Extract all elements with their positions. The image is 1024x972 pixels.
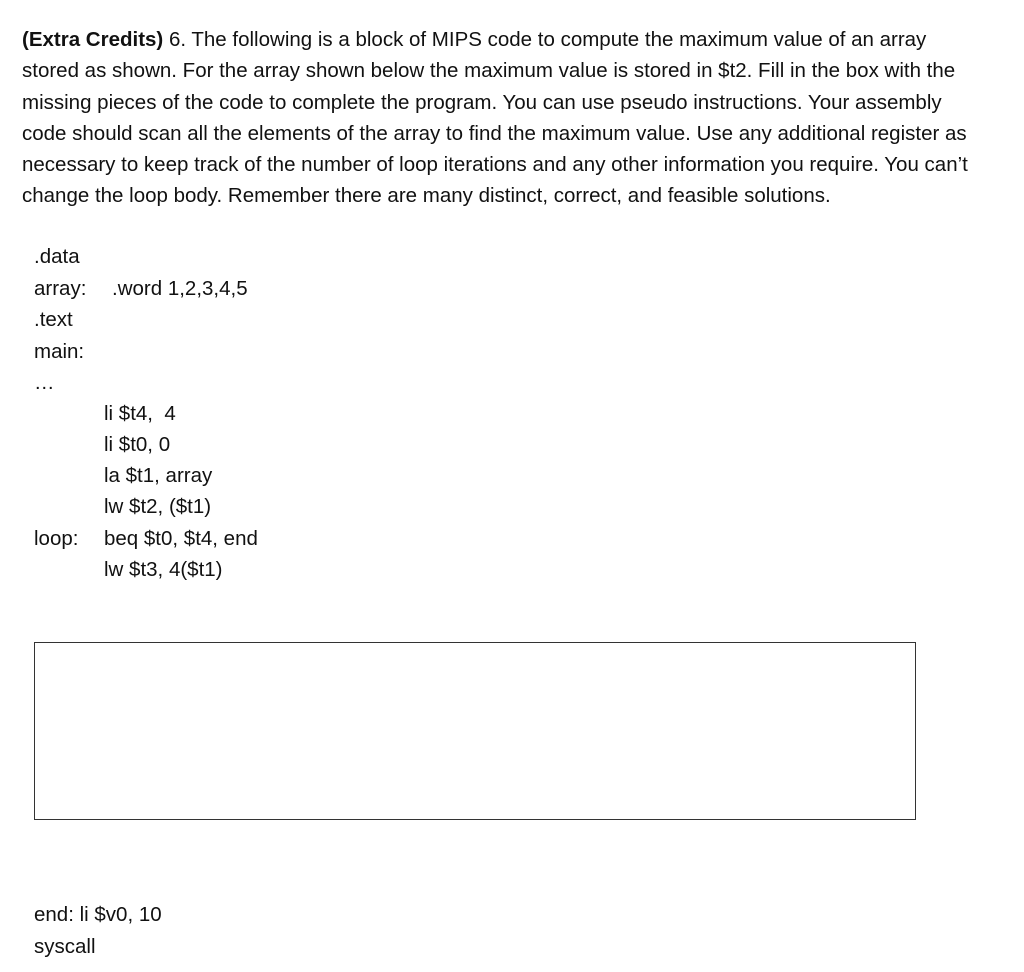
question-label: (Extra Credits)	[22, 28, 164, 51]
ellipsis: …	[34, 371, 55, 394]
question-body: 6. The following is a block of MIPS code to compute the maximum value of an array stored as shown. For the array shown below the maximum value is stored in $t2. Fill in the box with the missing pieces of the code to complete the program. You can use pseudo instructions. Your assembly code should scan all the elements of the array to find the maximum value. Use any additional register as necessary to keep track of the number of loop iterations and any other information you require. You can’t change the loop body. Remember there are many distinct, correct, and feasible solutions.	[22, 28, 968, 208]
code-line-li-t0: li $t0, 0	[104, 433, 171, 456]
answer-box[interactable]	[34, 642, 916, 820]
code-line-la-t1: la $t1, array	[104, 464, 213, 487]
loop-label: loop:	[34, 527, 79, 550]
syscall-line: syscall	[34, 935, 96, 958]
code-line-beq: beq $t0, $t4, end	[104, 527, 258, 550]
main-label: main:	[34, 340, 85, 363]
question-text	[22, 24, 972, 212]
end-line: end: li $v0, 10	[34, 903, 162, 926]
code-line-lw-t2: lw $t2, ($t1)	[104, 495, 212, 518]
text-directive: .text	[34, 308, 73, 331]
code-line-lw-t3: lw $t3, 4($t1)	[104, 558, 223, 581]
code-line-li-t4: li $t4, 4	[104, 402, 176, 425]
array-declaration: .word 1,2,3,4,5	[112, 277, 248, 300]
data-directive: .data	[34, 245, 80, 268]
array-label: array:	[34, 277, 87, 300]
